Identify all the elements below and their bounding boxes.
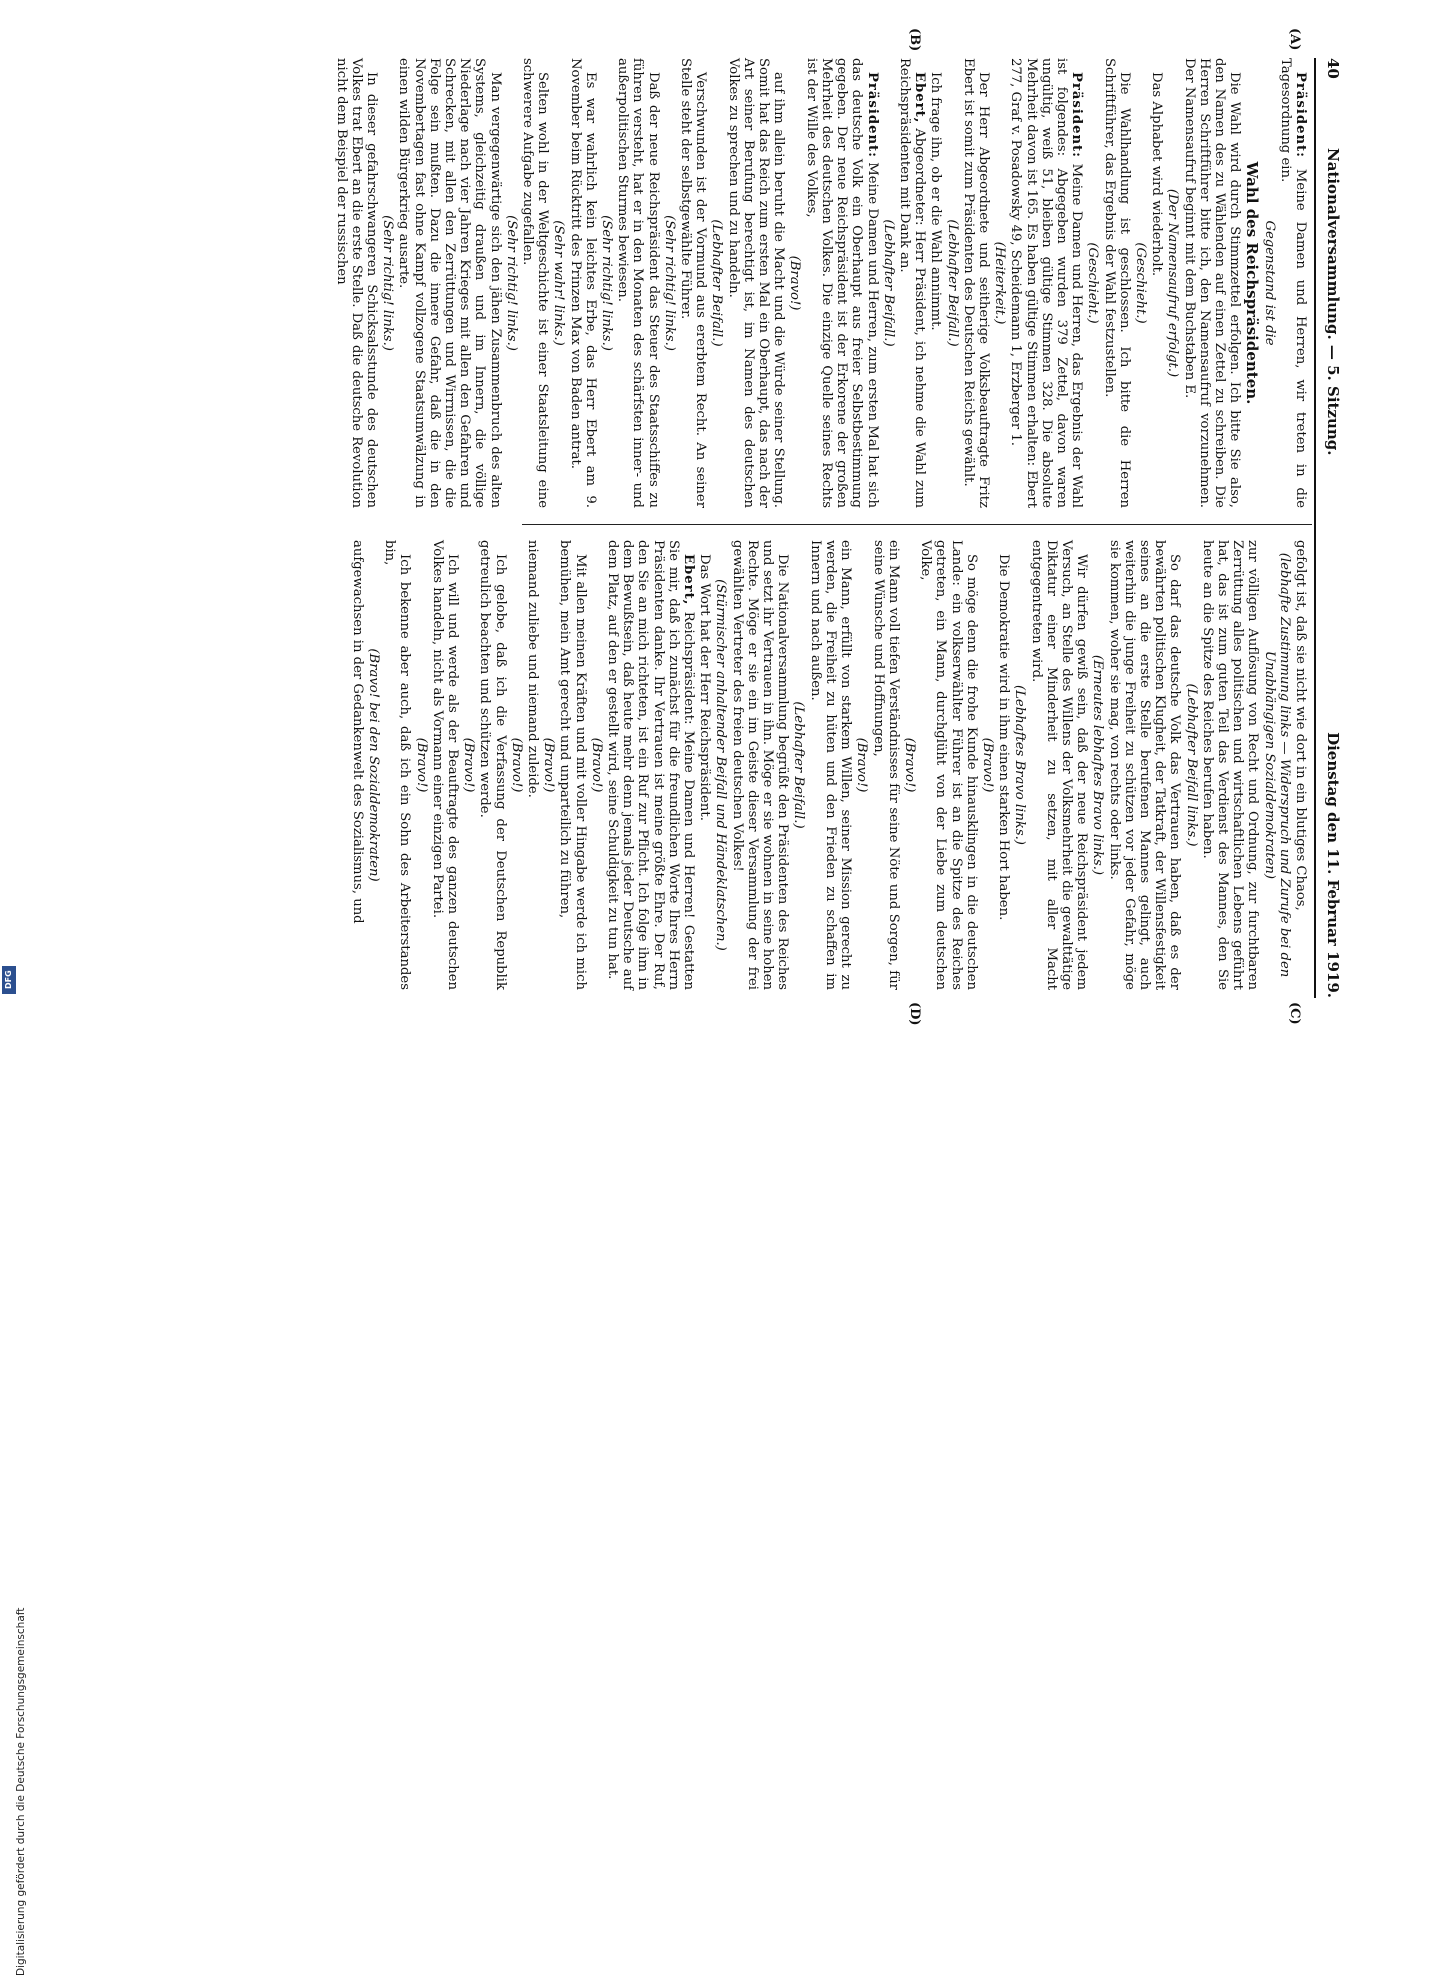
stage-direction [551,58,566,508]
paragraph [350,540,365,990]
paragraph [1293,540,1308,990]
stage-direction [713,540,728,990]
paragraph-text: (Bravo!) [541,737,557,793]
paragraph-text: (Sehr richtig! links.) [380,215,396,351]
stage-direction [791,540,806,990]
paragraph-text: gefolgt ist, daß sie nicht wie dort in ein blutiges Chaos, [1293,540,1308,911]
stage-direction [881,58,896,508]
header-rule [1314,58,1316,998]
paragraph-text: (Lebhafter Beifall.) [709,219,725,347]
paragraph-text: (Der Namensaufruf erfolgt.) [1165,188,1181,378]
paragraph-text: Meine Damen und Herren, wir treten in die Tagesordnung ein. [1277,58,1308,508]
stage-direction [1085,58,1100,508]
paragraph-text: Die Demokratie wird in ihm einen starken Hort haben. [996,554,1012,921]
paragraph [1181,58,1242,508]
stage-direction [1012,540,1027,990]
stage-direction [1090,540,1105,990]
margin-marker-b: (B) [907,28,922,52]
paragraph-text: (Sehr wahr! links.) [551,220,567,346]
column-divider [522,524,1312,525]
paragraph [1008,58,1084,508]
paragraph-text: Wahl des Reichspräsidenten. [1243,161,1262,405]
paragraph-text: (Lebhafter Beifall.) [944,219,960,347]
paragraph-text: Ich bekenne aber auch, daß ich ein Sohn des Arbeiterstandes bin, [382,540,413,990]
paragraph-text: Daß der neue Reichspräsident das Steuer des Staatsschiffes zu führen versteht, hat er in den Monaten des schärfsten inner- und außerpolitischen Sturmes bewiesen. [615,58,661,508]
paragraph-text: Verschwunden ist der Vormund aus ererbtem Recht. An seiner Stelle steht der selbstgewählte Führer. [678,58,709,508]
paragraph-text: (Sehr richtig! links.) [599,215,615,351]
stage-direction [599,58,614,508]
paragraph [928,58,943,508]
paragraph [678,58,708,508]
paragraph-text: (Bravo! bei den Sozialdemokraten) [366,648,382,882]
paragraph-text: (Bravo!) [854,737,870,793]
paragraph [1200,540,1261,990]
paragraph [396,58,502,508]
paragraph-text: Die Wahlhandlung ist geschlossen. Ich bitte die Herren Schriftführer, das Ergebnis der Wahl festzustellen. [1101,58,1132,508]
paragraph [897,58,927,508]
page-header [1318,58,1342,998]
paragraph-text: Abgeordneter: Herr Präsident, ich nehme die Wahl zum Reichspräsidenten mit Dank an. [896,58,928,508]
paragraph [918,540,979,990]
paragraph [430,540,460,990]
paragraph [557,540,587,990]
paragraph [961,58,991,508]
stage-direction [902,540,917,990]
paragraph-text: Meine Damen und Herren, zum ersten Mal hat sich das deutsche Volk ein Oberhaupt aus freier Selbstbestimmung gegeben. Der neue Reichspräsident ist der Erkorene der großen Mehrheit des deutschen Volkes. Die einzige Quelle seines Rechts ist der Wille des Volkes, [803,58,880,508]
digitization-footer [14,976,36,1976]
paragraph-text: Das Alphabet wird wiederholt. [1149,72,1165,277]
stage-direction [662,58,677,508]
stage-direction [709,58,724,508]
paragraph-text: Der Herr Abgeordnete und seitherige Volksbeauftragte Fritz Ebert ist somit zum Präsidenten des Deutschen Reichs gewählt. [960,58,991,508]
paragraph [1101,58,1131,508]
paragraph [525,540,540,990]
speaker-name: Präsident: [1293,72,1308,159]
paragraph-text: niemand zuliebe und niemand zuleide. [525,540,541,798]
paragraph-text: (Geschieht.) [1132,242,1148,324]
stage-direction [944,58,959,508]
stage-direction [541,540,556,990]
paragraph-text: (Bravo!) [588,737,604,793]
stage-direction [1133,58,1148,508]
paragraph [1106,540,1182,990]
paragraph-text: (Heiterkeit.) [992,241,1008,325]
paragraph-text: Ich frage ihn, ob er die Wahl annimmt. [928,72,944,331]
stage-direction [366,540,381,990]
page-title: Nationalversammlung. — 5. Sitzung. [1324,148,1342,456]
session-date: Dienstag den 11. Februar 1919. [1324,732,1342,998]
speaker-name: Präsident: [864,72,880,159]
paragraph-text: (Bravo!) [979,737,995,793]
stage-direction [992,58,1007,508]
dfg-logo: DFG [2,966,16,994]
paragraph-text: (Erneutes lebhaftes Bravo links.) [1090,654,1106,876]
paragraph-text: So möge denn die frohe Kunde hinausklingen in die deutschen Lande: ein volkserwählter Führer ist an die Spitze des Reiches getreten, ein Mann, durchglüht von der Liebe zum deutschen Volke, [918,540,979,990]
paragraph-text: So darf das deutsche Volk das Vertrauen haben, daß es der bewährten politischen Klugheit, der Tatkraft, der Willensfestigkeit seines an die erste Stelle berufenen Mannes gelingt, auch weiterhin die junge Freiheit zu schützen vor jeder Gefahr, möge sie kommen, woher sie mag, von rechts oder links. [1106,540,1183,990]
paragraph-text: Mit allen meinen Kräften und mit voller Hingabe werde ich mich bemühen, mein Amt gerecht und unparteilich zu führen, [557,540,588,990]
stage-direction [380,58,395,508]
paragraph [1149,58,1164,508]
stage-direction [1165,58,1180,508]
paragraph [615,58,661,508]
stage-direction [1261,540,1291,990]
paragraph-text: (Sehr richtig! links.) [503,215,519,351]
paragraph-text: (Bravo!) [413,737,429,793]
stage-direction [980,540,995,990]
stage-direction [1261,58,1276,508]
paragraph [729,540,790,990]
stage-direction [413,540,428,990]
paragraph-text: Gegenstand ist die [1261,220,1277,346]
stage-direction [589,540,604,990]
stage-direction [504,58,519,508]
paragraph-text: ein Mann, erfüllt von starkem Willen, seiner Mission gerecht zu werden, die Freiheit zu hüten und den Frieden zu schaffen im Innern und nach außen. [807,540,854,990]
speaker-name: Ebert, [681,554,697,606]
paragraph [808,540,854,990]
paragraph [382,540,412,990]
margin-marker-a: (A) [1287,28,1302,51]
agenda-heading [1243,58,1262,508]
paragraph-text: (Stürmischer anhaltender Beifall und Händeklatschen.) [713,579,729,951]
paragraph-text: (Bravo!) [508,737,524,793]
paragraph-text: (Lebhaftes Bravo links.) [1012,685,1028,845]
paragraph-text: Ich gelobe, daß ich die Verfassung der Deutschen Republik getreulich beachten und schützen werde. [477,540,508,990]
paragraph-text: ein Mann voll tiefen Verständnisses für seine Nöte und Sorgen, für seine Wünsche und Hoffnungen, [870,540,901,990]
paragraph-text: aufgewachsen in der Gedankenwelt des Sozialismus, und [349,540,365,924]
paragraph-text: (Lebhafter Beifall.) [791,701,807,829]
left-text-column [58,58,1308,508]
paragraph-text: (Bravo!) [901,737,917,793]
paragraph-text: Die Nationalversammlung begrüßt den Präsidenten des Reiches und setzt ihr Vertrauen in ihn. Möge er sie wohnen in seine hohen Rechte. Möge er sie ein im Geiste dieser Versammlung der frei gewählten Vertreter des freien deutschen Volkes! [729,540,791,990]
paragraph [1278,58,1308,508]
paragraph [605,540,696,990]
margin-marker-d: (D) [907,1002,922,1026]
page-number: 40 [1324,58,1342,79]
paragraph-text: Es war wahrlich kein leichtes Erbe, das Herr Ebert am 9. November beim Rücktritt des Prinzen Max von Baden antrat. [567,58,598,508]
paragraph-text: Meine Damen und Herren, das Ergebnis der Wahl ist folgendes: Abgegeben wurden 379 Zettel, davon waren ungültig, weiß 51, bleiben gültige Stimmen 328. Die absolute Mehrheit davon ist 165. Es haben gültige Stimmen erhalten: Ebert 277, Graf v. Posadowsky 49, Scheidemann 1, Erzberger 1. [1008,58,1085,508]
paragraph [804,58,880,508]
paragraph-text: (Geschieht.) [1085,242,1101,324]
footer-credit: Digitalisierung gefördert durch die Deutsche Forschungsgemeinschaft [15,1607,27,1976]
paragraph-text: In dieser gefahrschwangeren Schicksalsstunde des deutschen Volkes trat Ebert an die erste Stelle. Daß die deutsche Revolution nicht dem Beispiel der russischen [333,58,380,508]
paragraph-text: (Lebhafter Beifall links.) [1183,683,1199,847]
paragraph [477,540,507,990]
paragraph-text: (Bravo!) [461,737,477,793]
speaker-name: Präsident: [1069,72,1085,159]
paragraph-text: (Bravo!) [787,255,803,311]
right-text-column [58,540,1308,990]
stage-direction [787,58,802,508]
paragraph-text: (lebhafte Zustimmung links — Widerspruch und Zurufe bei den Unabhängigen Sozialdemokraten) [1261,552,1292,978]
stage-direction [1183,540,1198,990]
paragraph-text: Wir dürfen gewiß sein, daß der neue Reichspräsident jedem Versuch, an Stelle des Willens der Volksmehrheit die gewalttätige Diktatur einer Minderheit zu setzen, mit aller Macht entgegentreten wird. [1028,540,1090,990]
paragraph-text: Die Wahl wird durch Stimmzettel erfolgen. Ich bitte Sie also, den Namen des zu Wählenden auf einen Zettel zu schreiben. Die Herren Schriftführer bitte ich, den Namensaufruf vorzunehmen. Der Namensaufruf beginnt mit dem Buchstaben E. [1181,58,1243,508]
paragraph [520,58,550,508]
paragraph [996,540,1011,990]
stage-direction [461,540,476,990]
paragraph-text: zur völligen Auflösung von Recht und Ordnung, zur furchtbaren Zerrüttung alles politischen und wirtschaftlichen Lebens geführt hat, das ist zum guten Teil das Verdienst des Mannes, den Sie heute an die Spitze des Reiches berufen haben. [1199,540,1261,990]
rotated-printed-page [52,28,1342,1026]
paragraph-text: (Sehr richtig! links.) [661,215,677,351]
paragraph-text: auf ihm allein beruht die Macht und die Würde seiner Stellung. Somit hat das Reich zum ersten Mal ein Oberhaupt, das nach der Art seiner Berufung berechtigt ist, im Namen des deutschen Volkes zu sprechen und zu handeln. [725,58,787,508]
paragraph-text: Reichspräsident: Meine Damen und Herren! Gestatten Sie mir, daß ich zunächst für die freundlichen Worte Ihres Herrn Präsidenten danke. Ihr Vertrauen ist meine größte Ehre. Der Ruf, den Sie an mich richteten, ist ein Ruf zur Pflicht. Ich folge ihm in dem Bewußtsein, daß heute mehr denn jemals jeder Deutsche auf dem Platz, auf den er gestellt wird, seine Schuldigkeit zu tun hat. [605,540,697,990]
paragraph [1028,540,1089,990]
stage-direction [509,540,524,990]
paragraph [697,540,712,990]
paragraph-text: Ich will und werde als der Beauftragte des ganzen deutschen Volkes handeln, nicht als Vormann einer einzigen Partei. [429,540,461,990]
paragraph [333,58,379,508]
paragraph [725,58,786,508]
paragraph-text: Man vergegenwärtige sich den jähen Zusammenbruch des alten Systems, gleichzeitig draußen und im Innern, die völlige Niederlage nach vier Jahren Krieges mit allen den Gefahren und Schrecken, mit allen den Zerrüttungen und Wirrnissen, die die Folge sein mußten. Dazu die innere Gefahr, daß die in den Novembertagen fast ohne Kampf vollzogene Staatsumwälzung in einen wilden Bürgerkrieg ausarte. [396,58,503,508]
margin-marker-c: (C) [1287,1002,1302,1025]
paragraph-text: Selten wohl in der Weltgeschichte ist einer Staatsleitung eine schwerere Aufgabe zugefallen. [520,58,551,508]
speaker-name: Ebert, [912,72,928,124]
paragraph-text: (Lebhafter Beifall.) [880,219,896,347]
paragraph-text: Das Wort hat der Herr Reichspräsident. [697,554,713,821]
paragraph [567,58,597,508]
stage-direction [854,540,869,990]
paragraph [870,540,900,990]
